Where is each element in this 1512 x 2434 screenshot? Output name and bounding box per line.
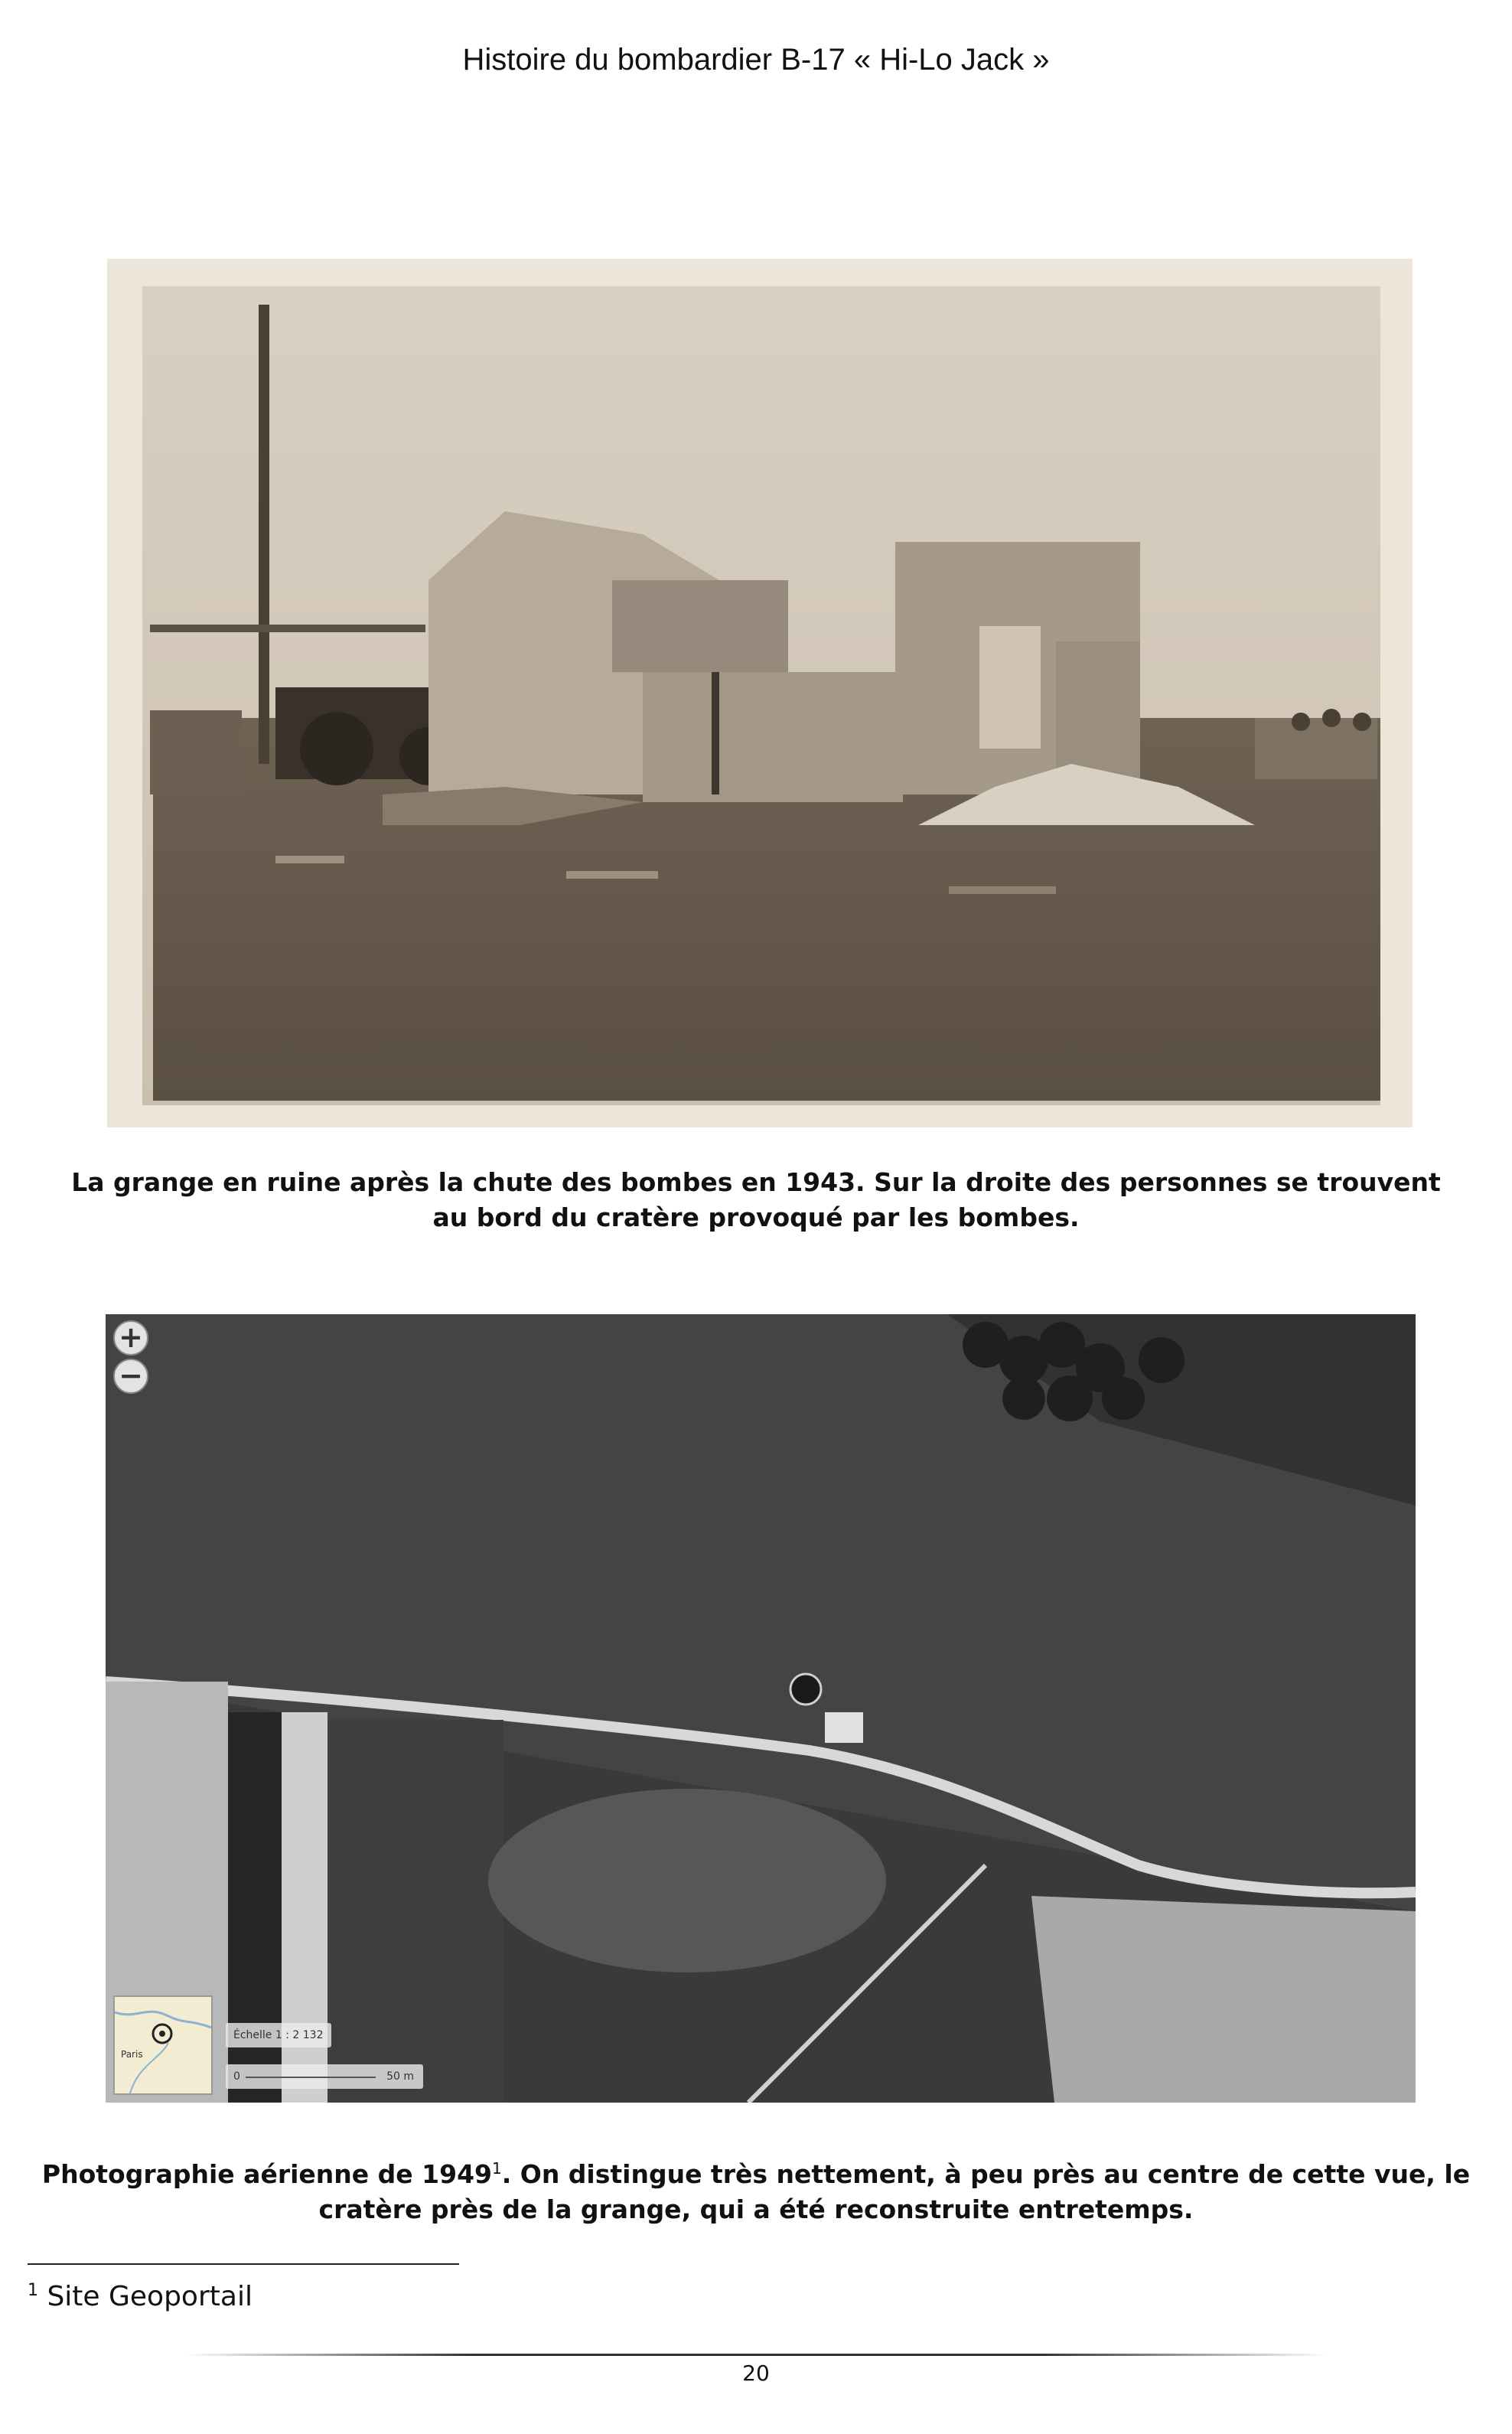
- scale-distance-label: 50 m: [386, 2070, 414, 2083]
- footnote-number: 1: [28, 2281, 38, 2300]
- ruined-barn-photo: [107, 259, 1413, 1127]
- footnote-text: Site Geoportail: [47, 2281, 253, 2312]
- photo-caption-1: La grange en ruine après la chute des bombes en 1943. Sur la droite des personnes se trouvent au bord du cratère provoqué par les bombes.: [71, 1167, 1441, 1232]
- photo-caption-2: [23, 2151, 1489, 2227]
- overview-minimap[interactable]: [113, 1995, 213, 2095]
- map-scale-text: Échelle 1 : 2 132: [226, 2023, 331, 2047]
- document-header: Histoire du bombardier B-17 « Hi-Lo Jack »: [462, 43, 1050, 77]
- footnote: [28, 2281, 253, 2312]
- minimap-city-label: Paris: [121, 2049, 143, 2060]
- footer-rule: [184, 2354, 1328, 2356]
- scale-line: [246, 2077, 376, 2078]
- zoom-out-button[interactable]: −: [113, 1359, 148, 1394]
- footnote-separator: [28, 2263, 459, 2265]
- map-scale-bar: [226, 2064, 423, 2089]
- zoom-in-button[interactable]: +: [113, 1320, 148, 1356]
- aerial-map-view[interactable]: [106, 1314, 1416, 2103]
- scale-zero-label: 0: [233, 2070, 240, 2083]
- page-number: 20: [742, 2361, 770, 2386]
- caption-2-rest: . On distingue très nettement, à peu près au centre de cette vue, le cratère près de la grange, qui a été reconstruite entretemps.: [318, 2159, 1471, 2224]
- caption-2-main: Photographie aérienne de 1949: [41, 2159, 492, 2189]
- footnote-reference[interactable]: 1: [492, 2159, 502, 2178]
